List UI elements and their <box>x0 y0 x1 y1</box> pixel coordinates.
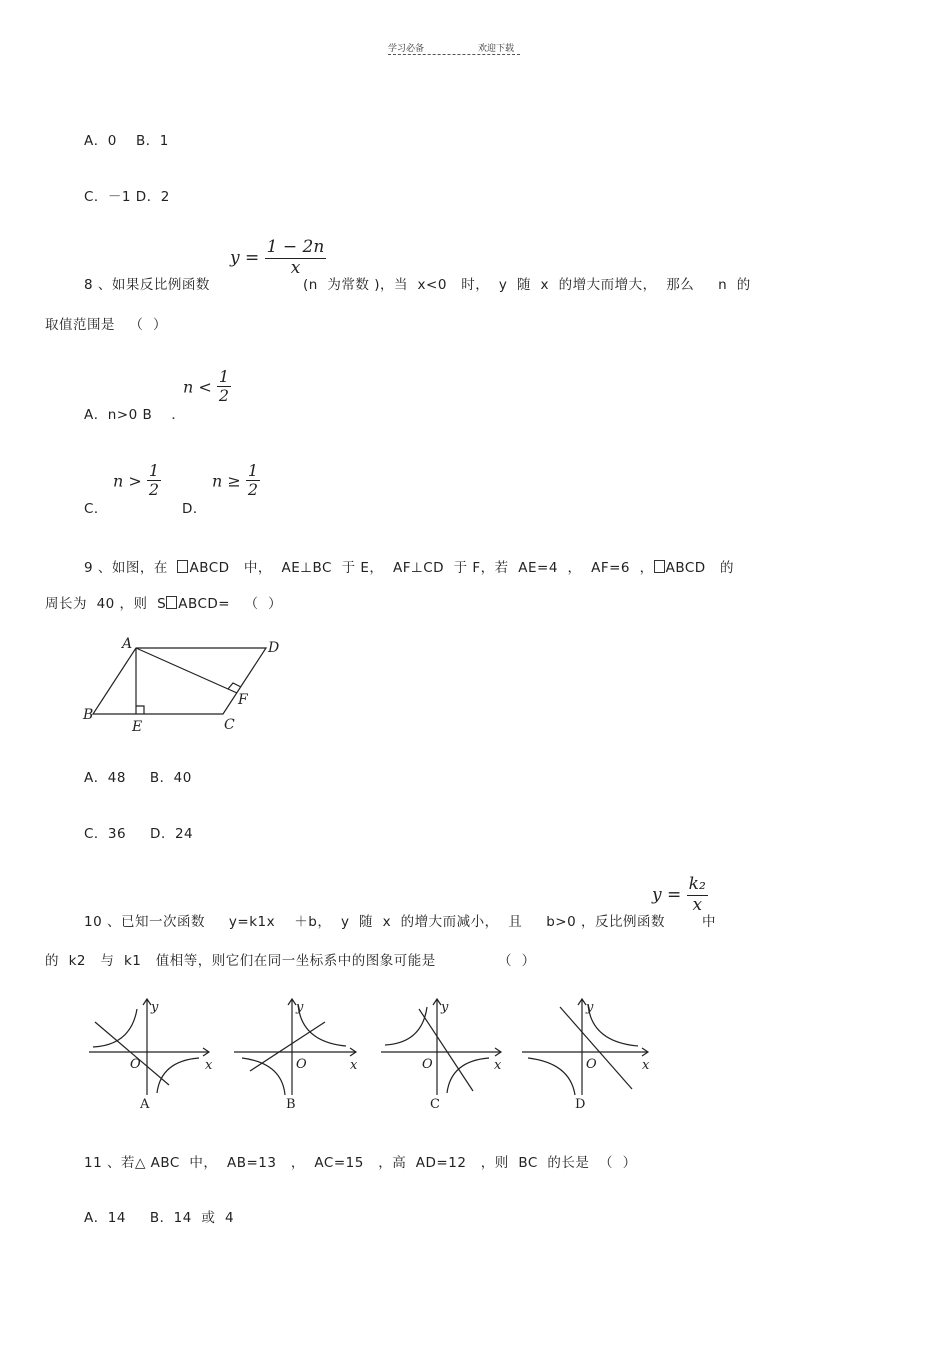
point-e-label: E <box>132 719 143 735</box>
formula-lhs: y = <box>652 885 682 906</box>
hyperbola-branch <box>528 1058 575 1095</box>
right-angle-f <box>228 683 241 689</box>
q7-options-ab: A．0 B．1 <box>84 133 169 149</box>
origin-label: O <box>586 1057 597 1072</box>
q11-options-ab: A．14 B．14 或 4 <box>84 1210 235 1226</box>
q9-stem-part1: 9 、如图，在 <box>84 560 178 576</box>
vertex-a-label: A <box>122 636 133 652</box>
q9-stem-part5: ABCD= （ ） <box>178 596 283 612</box>
right-angle-e <box>136 706 144 714</box>
math-fraction <box>217 368 231 406</box>
x-axis-label: x <box>494 1058 502 1073</box>
q9-options-ab: A．48 B．40 <box>84 770 192 786</box>
q9-stem-part3: ABCD 的 <box>665 560 735 576</box>
linear-function-line <box>95 1022 169 1085</box>
math-lhs: n > <box>113 471 142 491</box>
graph-option-label: B <box>286 1097 296 1112</box>
graph-option-label: A <box>140 1097 150 1112</box>
q8-stem-start: 8 、如果反比例函数 <box>84 277 210 293</box>
q8-option-d-math <box>212 462 260 500</box>
y-axis-label: y <box>586 1000 594 1015</box>
linear-function-line <box>250 1022 325 1071</box>
y-axis-label: y <box>151 1000 159 1015</box>
q8-stem-line2: 取值范围是 （ ） <box>45 317 167 333</box>
linear-function-line <box>560 1007 632 1089</box>
math-fraction <box>246 462 260 500</box>
math-fraction <box>147 462 161 500</box>
math-lhs: n ≥ <box>212 471 241 491</box>
q10-stem-line1-end: 中 <box>702 914 716 930</box>
q8-option-d-label: D． <box>182 501 207 517</box>
origin-label: O <box>130 1057 141 1072</box>
point-f-label: F <box>238 692 248 708</box>
q10-graph-a <box>85 995 220 1115</box>
x-axis-label: x <box>642 1058 650 1073</box>
math-numerator: 1 <box>218 367 230 386</box>
q8-option-a: A．n>0 B ． <box>84 407 186 423</box>
x-axis-label: x <box>350 1058 358 1073</box>
q11-stem: 11 、若△ ABC 中， AB=13 ， AC=15 ，高 AD=12 ，则 BC 的长是 （ ） <box>84 1155 637 1171</box>
q9-stem-line1 <box>84 556 734 576</box>
header-right: 欢迎下载 <box>478 44 515 54</box>
formula-numerator: 1 − 2n <box>266 237 325 257</box>
linear-function-line <box>419 1009 473 1091</box>
math-denominator: 2 <box>148 480 160 500</box>
q8-stem-end: (n 为常数 )，当 x<0 时， y 随 x 的增大而增大， 那么 n 的 <box>303 277 751 293</box>
math-denominator: 2 <box>218 386 230 406</box>
parallelogram-symbol <box>166 596 177 609</box>
hyperbola-branch <box>93 1009 137 1047</box>
q9-stem-line2 <box>45 592 282 612</box>
q10-stem-line1: 10 、已知一次函数 y=k1x ＋b， y 随 x 的增大而减小， 且 b>0 ，反比例函数 <box>84 914 665 930</box>
parallelogram-symbol <box>654 560 665 573</box>
origin-label: O <box>422 1057 433 1072</box>
graph-option-label: C <box>430 1097 440 1112</box>
hyperbola-branch <box>447 1058 489 1093</box>
q10-graph-b <box>230 995 365 1115</box>
q8-option-c-math <box>113 462 161 500</box>
vertex-c-label: C <box>224 717 235 733</box>
q9-options-cd: C．36 D．24 <box>84 826 194 842</box>
header-divider <box>388 54 520 55</box>
y-axis-label: y <box>296 1000 304 1015</box>
hyperbola-branch <box>298 1005 346 1046</box>
q9-stem-part2: ABCD 中， AE⊥BC 于 E， AF⊥CD 于 F，若 AE=4 ， AF=6 ， <box>189 560 654 576</box>
parallelogram-symbol <box>177 560 188 573</box>
formula-denominator: x <box>692 894 703 915</box>
vertex-b-label: B <box>83 707 94 723</box>
hyperbola-branch <box>242 1058 285 1095</box>
q8-option-b-math <box>183 368 231 406</box>
altitude-af <box>136 648 237 693</box>
q10-stem-line2: 的 k2 与 k1 值相等，则它们在同一坐标系中的图象可能是 （ ） <box>45 953 536 969</box>
math-numerator: 1 <box>148 461 160 480</box>
q10-graph-d <box>518 995 658 1115</box>
header-left: 学习必备 <box>388 44 425 54</box>
formula-denominator: x <box>290 257 301 278</box>
x-axis-label: x <box>205 1058 213 1073</box>
q10-graph-c <box>377 995 512 1115</box>
q7-options-cd: C．－1 D．2 <box>84 189 170 205</box>
formula-numerator: k₂ <box>688 874 706 894</box>
q8-option-c-label: C． <box>84 501 108 517</box>
origin-label: O <box>296 1057 307 1072</box>
formula-lhs: y = <box>230 248 260 269</box>
q9-stem-part4: 周长为 40 ，则 S <box>45 596 167 612</box>
q9-parallelogram-figure <box>80 632 290 737</box>
graph-option-label: D <box>575 1097 586 1112</box>
hyperbola-branch <box>385 1007 427 1045</box>
q10-formula <box>652 875 708 915</box>
hyperbola-branch <box>588 1005 638 1046</box>
y-axis-label: y <box>441 1000 449 1015</box>
math-denominator: 2 <box>247 480 259 500</box>
vertex-d-label: D <box>268 640 280 656</box>
hyperbola-branch <box>157 1058 199 1093</box>
math-numerator: 1 <box>247 461 259 480</box>
math-lhs: n < <box>183 377 212 397</box>
